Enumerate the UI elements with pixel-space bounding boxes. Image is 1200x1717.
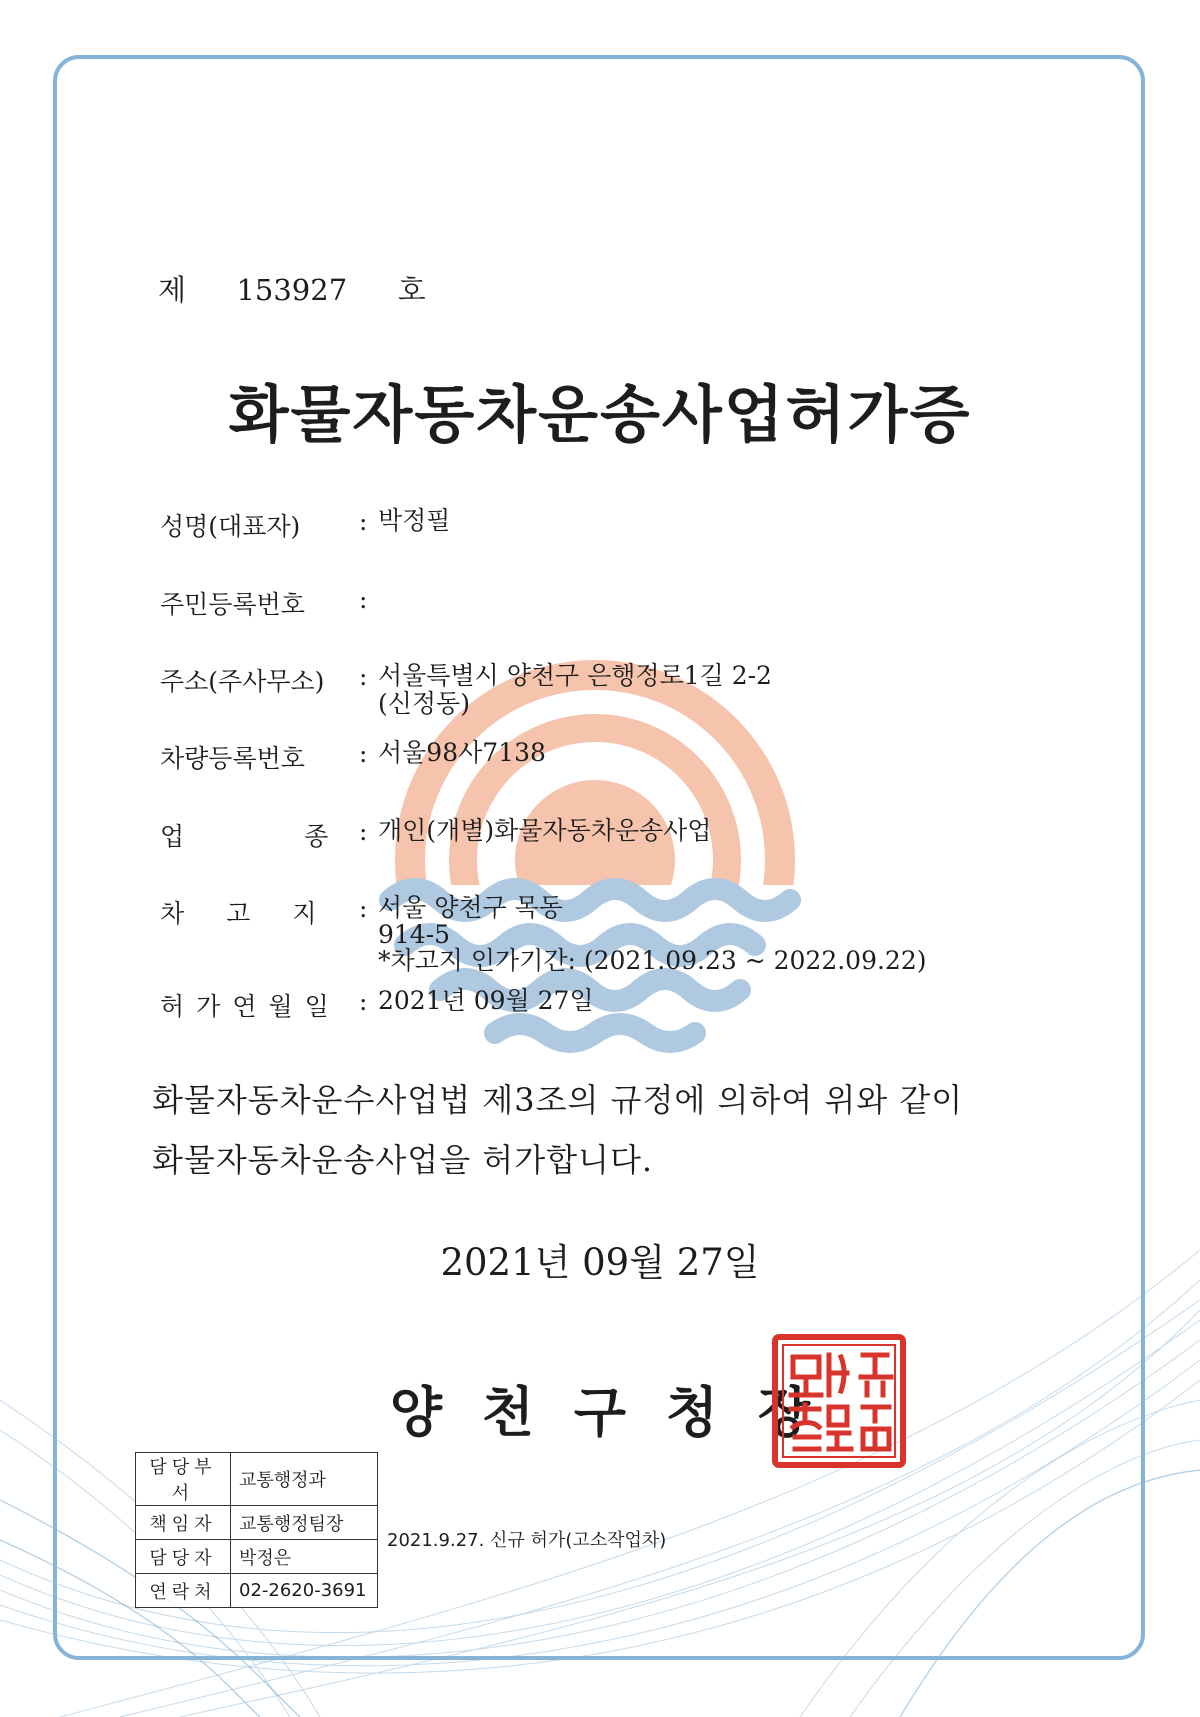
issuer-char: 청 xyxy=(665,1380,719,1444)
table-value: 교통행정팀장 xyxy=(231,1506,378,1540)
table-key: 책임자 xyxy=(136,1506,231,1540)
garage-label xyxy=(160,894,316,930)
label-char: 가 xyxy=(196,992,221,1021)
colon: : xyxy=(359,817,368,846)
number-prefix: 제 xyxy=(158,273,187,307)
issuer-char: 장 xyxy=(757,1380,811,1444)
label-char: 종 xyxy=(304,822,329,851)
name-label: 성명(대표자) xyxy=(160,512,301,541)
number-value: 153927 xyxy=(236,273,348,307)
table-key: 담당자 xyxy=(136,1540,231,1574)
statement-line-2: 화물자동차운송사업을 허가합니다. xyxy=(152,1141,654,1179)
garage-line-3: *차고지 인가기간: (2021.09.23 ~ 2022.09.22) xyxy=(378,946,927,975)
colon: : xyxy=(359,739,368,768)
label-char: 월 xyxy=(268,992,293,1021)
certificate-number xyxy=(158,268,426,309)
permit-memo: 2021.9.27. 신규 허가(고소작업차) xyxy=(387,1530,667,1551)
issuer-char: 천 xyxy=(481,1380,535,1444)
statement-line-1: 화물자동차운수사업법 제3조의 규정에 의하여 위와 같이 xyxy=(152,1081,964,1119)
contact-table xyxy=(135,1452,378,1608)
label-char: 차 xyxy=(160,899,185,928)
issue-date: 2021년 09월 27일 xyxy=(440,1241,760,1284)
issuer-char: 양 xyxy=(389,1380,443,1444)
label-char: 연 xyxy=(232,992,257,1021)
label-char: 허 xyxy=(160,992,185,1021)
business-type-value: 개인(개별)화물자동차운송사업 xyxy=(378,816,712,845)
business-type-label xyxy=(160,817,328,853)
table-row xyxy=(136,1453,378,1506)
garage-line-1: 서울 양천구 목동 xyxy=(378,893,563,922)
colon: : xyxy=(359,662,368,691)
table-row xyxy=(136,1540,378,1574)
table-row xyxy=(136,1506,378,1540)
resident-no-label: 주민등록번호 xyxy=(160,590,305,619)
table-value: 교통행정과 xyxy=(231,1453,378,1506)
permit-date-label xyxy=(160,987,329,1023)
label-char: 일 xyxy=(304,992,329,1021)
address-line-1: 서울특별시 양천구 은행정로1길 2-2 xyxy=(378,661,772,690)
label-char: 지 xyxy=(292,899,317,928)
table-row xyxy=(136,1574,378,1608)
vehicle-no-label: 차량등록번호 xyxy=(160,744,305,773)
address-label: 주소(주사무소) xyxy=(160,667,325,696)
table-key: 연락처 xyxy=(136,1574,231,1608)
issuer-char: 구 xyxy=(573,1380,627,1444)
name-value: 박정필 xyxy=(378,506,451,535)
label-char: 고 xyxy=(226,899,251,928)
colon: : xyxy=(359,585,368,614)
address-line-2: (신정동) xyxy=(378,689,470,718)
table-value: 02-2620-3691 xyxy=(231,1574,378,1608)
number-suffix: 호 xyxy=(397,273,426,307)
official-seal xyxy=(771,1333,907,1469)
garage-line-2: 914-5 xyxy=(378,920,451,949)
permit-date-value: 2021년 09월 27일 xyxy=(378,986,594,1015)
label-char: 업 xyxy=(160,822,185,851)
colon: : xyxy=(359,987,368,1016)
table-key: 담당부서 xyxy=(136,1453,231,1506)
table-value: 박정은 xyxy=(231,1540,378,1574)
issuer-name xyxy=(0,1370,1200,1447)
colon: : xyxy=(359,507,368,536)
document-title: 화물자동차운송사업허가증 xyxy=(228,378,972,451)
vehicle-no-value: 서울98사7138 xyxy=(378,738,546,767)
colon: : xyxy=(359,894,368,923)
